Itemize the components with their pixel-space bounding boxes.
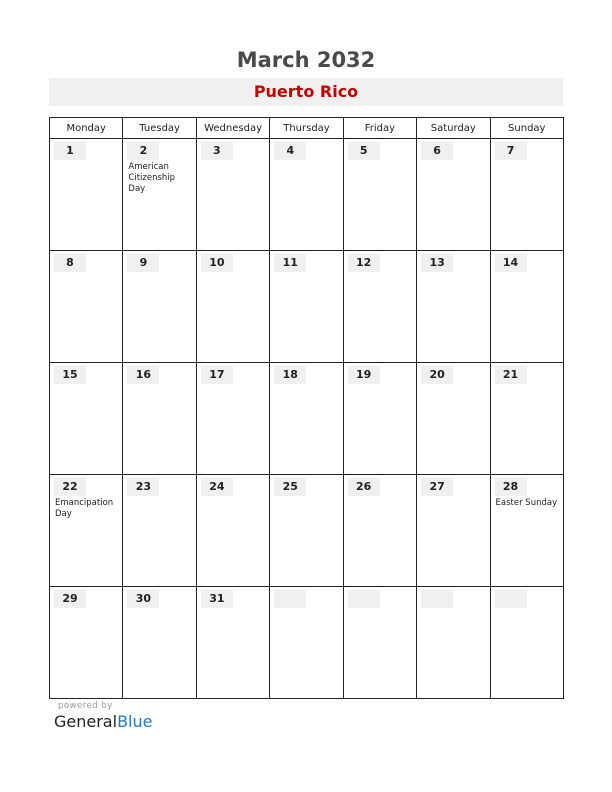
- day-number: 30: [127, 590, 159, 608]
- month-calendar: [49, 117, 564, 699]
- week-row: [50, 139, 564, 251]
- day-cell: [490, 139, 563, 251]
- day-number: [421, 590, 453, 608]
- weekday-header: Saturday: [417, 118, 490, 139]
- day-cell: [50, 587, 123, 699]
- day-number: 25: [274, 478, 306, 496]
- day-cell: [343, 139, 416, 251]
- day-cell: [343, 363, 416, 475]
- day-cell: [196, 475, 269, 587]
- day-number: 24: [201, 478, 233, 496]
- powered-by-label: powered by: [58, 701, 113, 711]
- day-cell: [196, 251, 269, 363]
- day-cell: [270, 139, 343, 251]
- day-number: 17: [201, 366, 233, 384]
- day-cell: [270, 587, 343, 699]
- day-cell: [417, 139, 490, 251]
- holiday-label: American Citizenship Day: [128, 162, 176, 194]
- weekday-header: Tuesday: [123, 118, 196, 139]
- day-number: 10: [201, 254, 233, 272]
- day-cell: [343, 587, 416, 699]
- day-number: 26: [348, 478, 380, 496]
- day-number: [495, 590, 527, 608]
- day-cell: [270, 475, 343, 587]
- day-cell: [123, 587, 196, 699]
- day-number: 1: [54, 142, 86, 160]
- day-cell: [490, 251, 563, 363]
- day-number: 31: [201, 590, 233, 608]
- day-cell: [343, 475, 416, 587]
- day-cell: [123, 251, 196, 363]
- day-number: 29: [54, 590, 86, 608]
- day-number: 6: [421, 142, 453, 160]
- weekday-header: Thursday: [270, 118, 343, 139]
- logo-text-general: General: [54, 712, 118, 731]
- weekday-header: Sunday: [490, 118, 563, 139]
- weekday-header: Monday: [50, 118, 123, 139]
- day-cell: [50, 475, 123, 587]
- day-number: 8: [54, 254, 86, 272]
- page-title: March 2032: [236, 48, 376, 72]
- logo-text-blue: Blue: [117, 712, 153, 731]
- day-cell: [123, 139, 196, 251]
- day-cell: [196, 587, 269, 699]
- day-cell: [270, 363, 343, 475]
- week-row: [50, 251, 564, 363]
- day-number: 9: [127, 254, 159, 272]
- day-number: 23: [127, 478, 159, 496]
- day-number: 28: [495, 478, 527, 496]
- day-number: 15: [54, 366, 86, 384]
- week-row: [50, 475, 564, 587]
- day-number: [274, 590, 306, 608]
- region-name: Puerto Rico: [253, 82, 359, 101]
- week-row: [50, 363, 564, 475]
- day-cell: [50, 139, 123, 251]
- weekday-header: Wednesday: [196, 118, 269, 139]
- day-cell: [270, 251, 343, 363]
- day-number: 16: [127, 366, 159, 384]
- holiday-label: Easter Sunday: [495, 498, 558, 508]
- day-cell: [490, 587, 563, 699]
- day-cell: [490, 363, 563, 475]
- day-cell: [50, 363, 123, 475]
- day-number: 20: [421, 366, 453, 384]
- day-number: 12: [348, 254, 380, 272]
- day-number: 19: [348, 366, 380, 384]
- day-number: 14: [495, 254, 527, 272]
- weekday-header-row: [50, 118, 564, 139]
- day-number: 4: [274, 142, 306, 160]
- day-cell: [196, 363, 269, 475]
- day-cell: [343, 251, 416, 363]
- day-number: 3: [201, 142, 233, 160]
- day-number: 13: [421, 254, 453, 272]
- day-cell: [417, 251, 490, 363]
- region-banner: [49, 78, 563, 106]
- day-number: 27: [421, 478, 453, 496]
- day-number: 5: [348, 142, 380, 160]
- day-cell: [50, 251, 123, 363]
- day-cell: [196, 139, 269, 251]
- generalblue-logo[interactable]: [54, 712, 152, 731]
- day-cell: [490, 475, 563, 587]
- day-number: 7: [495, 142, 527, 160]
- holiday-label: Emancipation Day: [55, 498, 114, 519]
- day-cell: [417, 475, 490, 587]
- day-cell: [123, 363, 196, 475]
- day-cell: [417, 587, 490, 699]
- day-number: 22: [54, 478, 86, 496]
- day-number: 2: [127, 142, 159, 160]
- weekday-header: Friday: [343, 118, 416, 139]
- day-cell: [123, 475, 196, 587]
- day-number: 21: [495, 366, 527, 384]
- day-number: 11: [274, 254, 306, 272]
- day-number: [348, 590, 380, 608]
- day-cell: [417, 363, 490, 475]
- day-number: 18: [274, 366, 306, 384]
- week-row: [50, 587, 564, 699]
